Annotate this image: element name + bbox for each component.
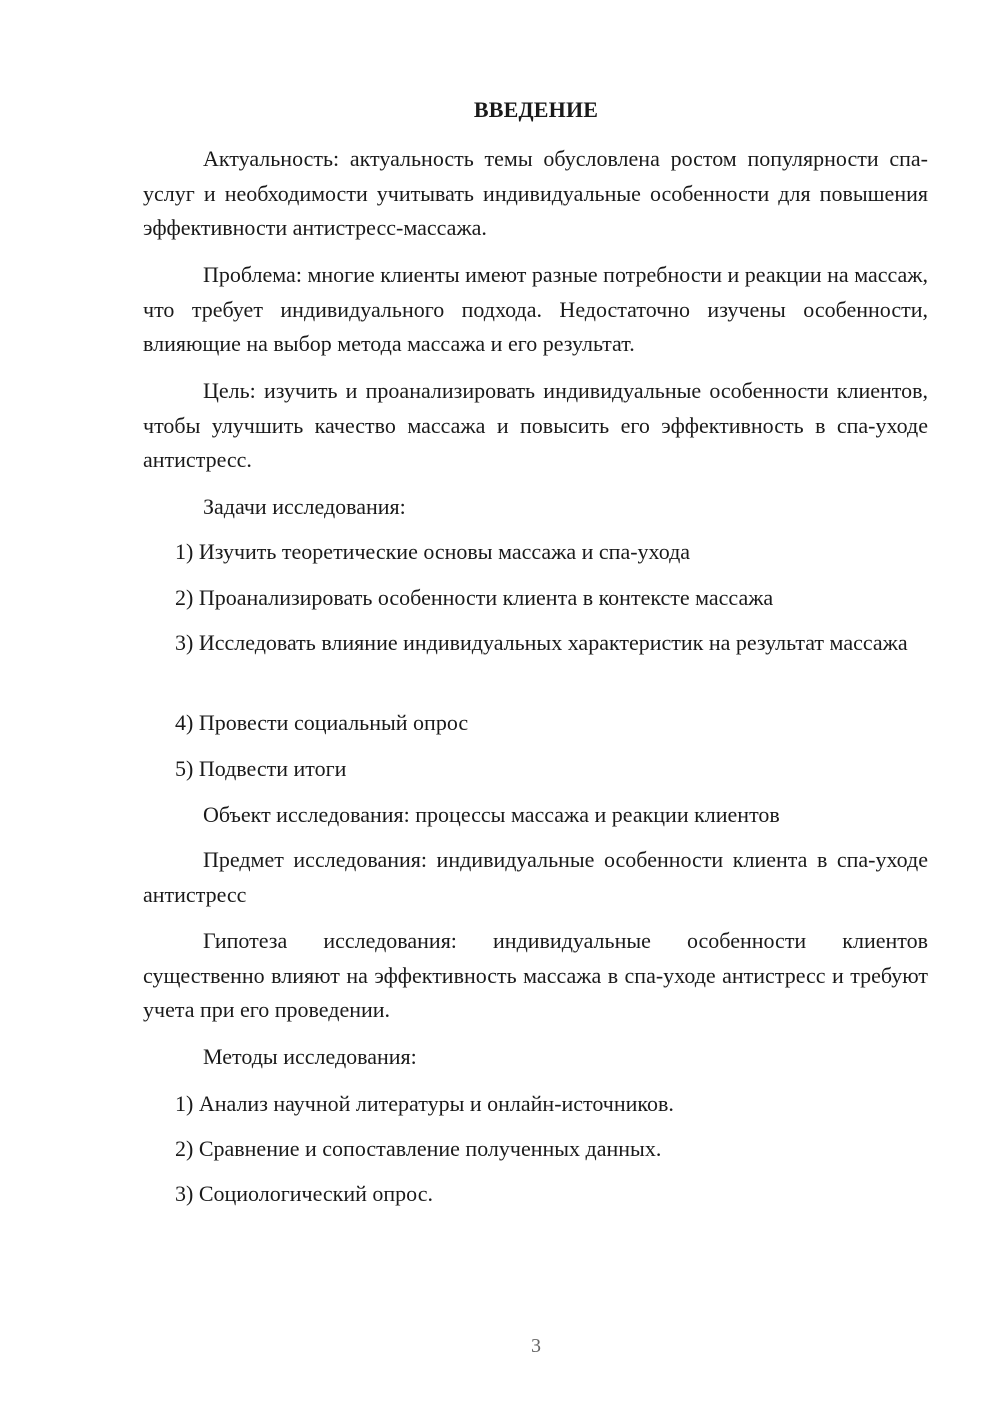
tasks-heading: Задачи исследования: xyxy=(203,494,406,519)
object-paragraph: Объект исследования: процессы массажа и реакции клиентов xyxy=(203,802,780,827)
task-item: 3) Исследовать влияние индивидуальных характеристик на результат массажа xyxy=(175,630,908,655)
method-item: 2) Сравнение и сопоставление полученных данных. xyxy=(175,1136,662,1161)
method-item: 3) Социологический опрос. xyxy=(175,1181,433,1206)
methods-heading: Методы исследования: xyxy=(203,1044,417,1069)
method-item: 1) Анализ научной литературы и онлайн-источников. xyxy=(175,1091,674,1116)
relevance-paragraph: Актуальность: актуальность темы обусловлена ростом популярности спа-услуг и необходимости учитывать индивидуальные особенности для повышения эффективности антистресс-массажа. xyxy=(143,146,928,240)
task-item: 2) Проанализировать особенности клиента в контексте массажа xyxy=(175,585,774,610)
page-number: 3 xyxy=(531,1335,541,1357)
task-item: 1) Изучить теоретические основы массажа и спа-ухода xyxy=(175,539,691,564)
task-item: 4) Провести социальный опрос xyxy=(175,710,469,735)
task-item: 5) Подвести итоги xyxy=(175,756,347,781)
problem-paragraph: Проблема: многие клиенты имеют разные потребности и реакции на массаж, что требует индивидуального подхода. Недостаточно изучены особенности, влияющие на выбор метода массажа и его результат. xyxy=(143,262,928,356)
goal-paragraph: Цель: изучить и проанализировать индивидуальные особенности клиентов, чтобы улучшить качество массажа и повысить его эффективность в спа-уходе антистресс. xyxy=(143,378,928,472)
subject-paragraph: Предмет исследования: индивидуальные особенности клиента в спа-уходе антистресс xyxy=(143,847,928,907)
hypothesis-paragraph: Гипотеза исследования: индивидуальные особенности клиентов существенно влияют на эффективность массажа в спа-уходе антистресс и требуют учета при его проведении. xyxy=(143,928,928,1022)
page-title: ВВЕДЕНИЕ xyxy=(473,97,599,122)
